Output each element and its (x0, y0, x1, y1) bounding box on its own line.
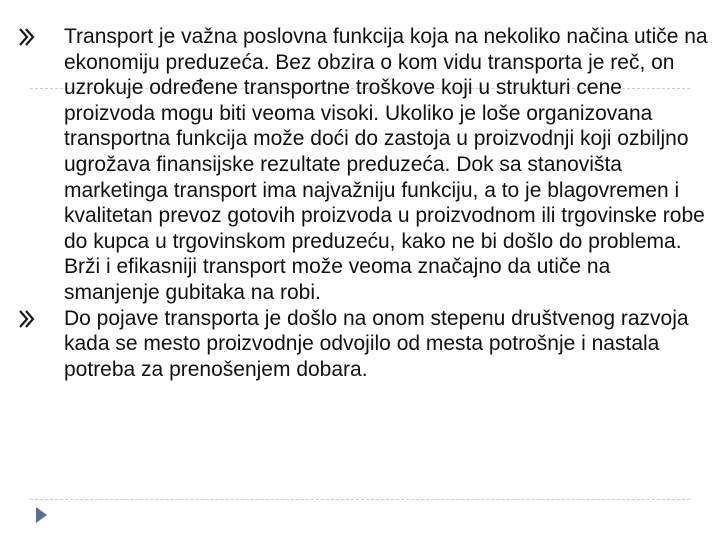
bullet-marker-icon (18, 309, 36, 329)
bottom-divider (30, 499, 690, 500)
bullet-list (18, 24, 708, 382)
bullet-item-1 (18, 24, 708, 306)
bullet-marker-icon (18, 27, 36, 47)
bullet-text: Transport je važna poslovna funkcija koja na nekoliko načina utiče na ekonomiju preduzeća. Bez obzira o kom vidu transporta je reč, on uzrokuje određene transportne troškove koji u strukturi cene proizvoda mogu biti veoma visoki. Ukoliko je loše organizovana transportna funkcija može doći do zastoja u proizvodnji koji ozbiljno ugrožava finansijske rezultate preduzeća. Dok sa stanovišta marketinga transport ima najvažniju funkciju, a to je blagovremen i kvalitetan prevoz gotovih proizvoda u proizvodnom ili trgovinske robe do kupca u trgovinskom preduzeću, kako ne bi došlo do problema. Brži i efikasniji transport može veoma značajno da utiče na smanjenje gubitaka na robi. (64, 25, 708, 304)
bullet-item-2 (18, 306, 708, 383)
next-slide-arrow-icon[interactable] (36, 507, 47, 523)
bullet-text: Do pojave transporta je došlo na onom stepenu društvenog razvoja kada se mesto proizvodnje odvojilo od mesta potrošnje i nastala potreba za prenošenjem dobara. (64, 306, 689, 381)
